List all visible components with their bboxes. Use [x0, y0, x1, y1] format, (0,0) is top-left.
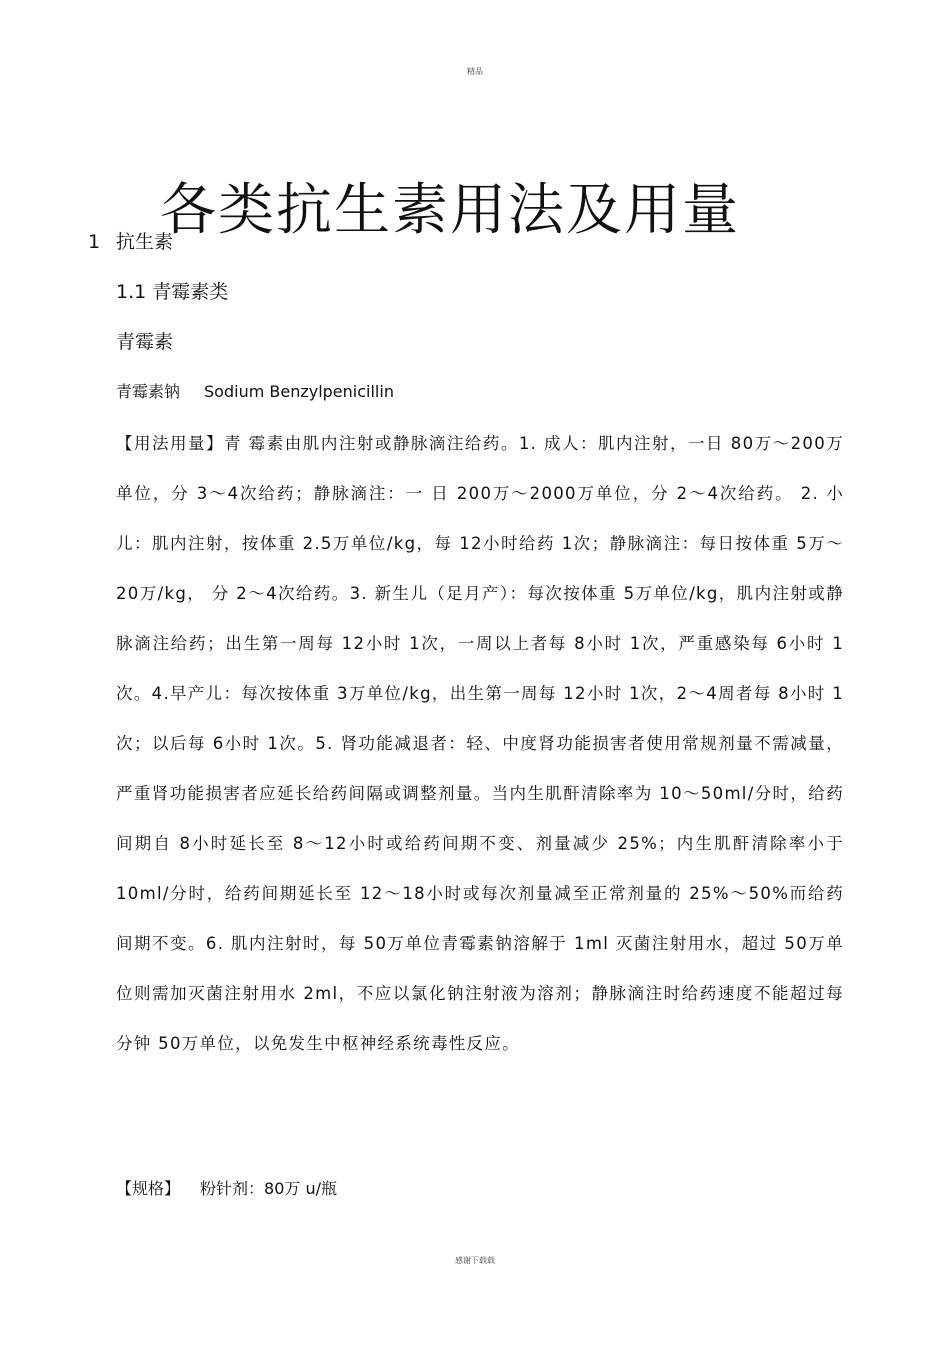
page-title: 各类抗生素用法及用量: [160, 177, 740, 243]
spec-line: [116, 1177, 337, 1201]
spec-value: 粉针剂：80万 u/瓶: [200, 1179, 337, 1198]
subsection-heading: 1.1 青霉素类: [116, 281, 229, 303]
spec-label: 【规格】: [116, 1179, 181, 1198]
group-heading: 青霉素: [116, 331, 174, 353]
footer-watermark: 感谢下载载: [455, 1256, 495, 1265]
drug-name-en: Sodium Benzylpenicillin: [204, 382, 394, 401]
section-number: 1: [88, 231, 101, 253]
section-heading: [88, 229, 173, 255]
section-label: 抗生素: [116, 231, 174, 253]
header-watermark: 精品: [467, 67, 483, 76]
drug-name-cn: 青霉素钠: [116, 382, 181, 401]
usage-paragraph: 【用法用量】青 霉素由肌内注射或静脉滴注给药。1. 成人：肌内注射，一日 80万～200万单位，分 3～4次给药；静脉滴注：一 日 200万～2000万单位，分 2～4次给药。 2. 小儿：肌内注射，按体重 2.5万单位/kg，每 12小时给药 1次；静脉滴注：每日按体重 5万～20万/kg， 分 2～4次给药。3. 新生儿（足月产）：每次按体重 5万单位/kg，肌内注射或静脉滴注给药；出生第一周每 12小时 1次，一周以上者每 8小时 1次，严重感染每 6小时 1次。4.早产儿：每次按体重 3万单位/kg，出生第一周每 12小时 1次，2～4周者每 8小时 1次；以后每 6小时 1次。5. 肾功能减退者：轻、中度肾功能损害者使用常规剂量不需减量，严重肾功能损害者应延长给药间隔或调整剂量。当内生肌酐清除率为 10～50ml/分时，给药间期自 8小时延长至 8～12小时或给药间期不变、剂量减少 25%；内生肌酐清除率小于 10ml/分时，给药间期延长至 12～18小时或每次剂量减至正常剂量的 25%～50%而给药间期不变。6. 肌内注射时，每 50万单位青霉素钠溶解于 1ml 灭菌注射用水，超过 50万单位则需加灭菌注射用水 2ml，不应以氯化钠注射液为溶剂；静脉滴注时给药速度不能超过每分钟 50万单位，以免发生中枢神经系统毒性反应。: [116, 434, 844, 1053]
drug-name: [116, 380, 394, 404]
